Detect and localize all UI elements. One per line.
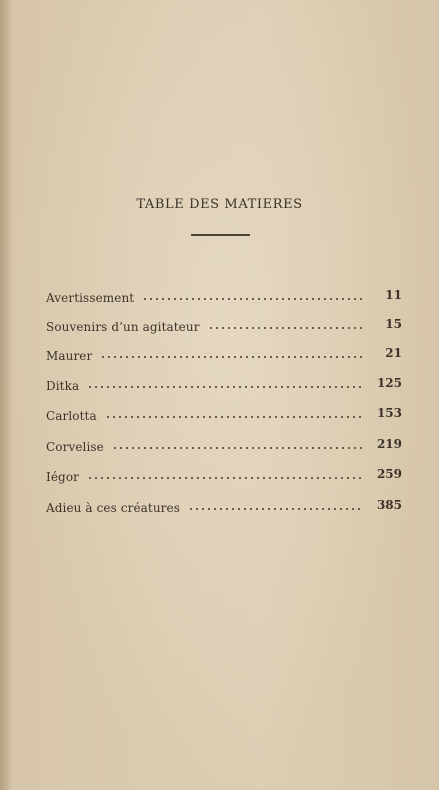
page-title: TABLE DES MATIERES: [136, 197, 303, 212]
toc-entry-page: 385: [376, 498, 402, 512]
toc-entry-page: 153: [376, 406, 402, 420]
toc-entry-title: Avertissement: [46, 291, 135, 305]
toc-entry-title: Corvelise: [46, 440, 104, 454]
dot-leader: [100, 346, 368, 360]
dot-leader: [87, 467, 368, 481]
toc-entry-title: Carlotta: [46, 409, 97, 423]
dot-leader: [112, 437, 368, 451]
toc-entry: [46, 437, 402, 457]
toc-entry-title: Souvenirs d’un agitateur: [46, 320, 200, 334]
toc-entry-title: Iégor: [46, 470, 79, 484]
toc-entry-title: Adieu à ces créatures: [46, 501, 180, 515]
toc-entry-title: Maurer: [46, 349, 93, 363]
dot-leader: [142, 288, 368, 302]
toc-entry: [46, 406, 402, 426]
dot-leader: [188, 498, 368, 512]
toc-entry: [46, 346, 402, 366]
toc-entry-page: 259: [376, 467, 402, 481]
toc-entry-page: 11: [385, 288, 402, 302]
dot-leader: [105, 406, 368, 420]
dot-leader: [208, 317, 368, 331]
toc-entry-page: 21: [385, 346, 402, 360]
toc-entry-page: 15: [385, 317, 402, 331]
dot-leader: [87, 376, 368, 390]
title-divider: [191, 234, 250, 236]
toc-entry: [46, 467, 402, 487]
toc-entry-title: Ditka: [46, 379, 80, 393]
toc-entry: [46, 498, 402, 518]
toc-entry-page: 219: [376, 437, 402, 451]
toc-entry: [46, 376, 402, 396]
toc-entry: [46, 317, 402, 337]
toc-entry: [46, 288, 402, 308]
toc-entry-page: 125: [376, 376, 402, 390]
